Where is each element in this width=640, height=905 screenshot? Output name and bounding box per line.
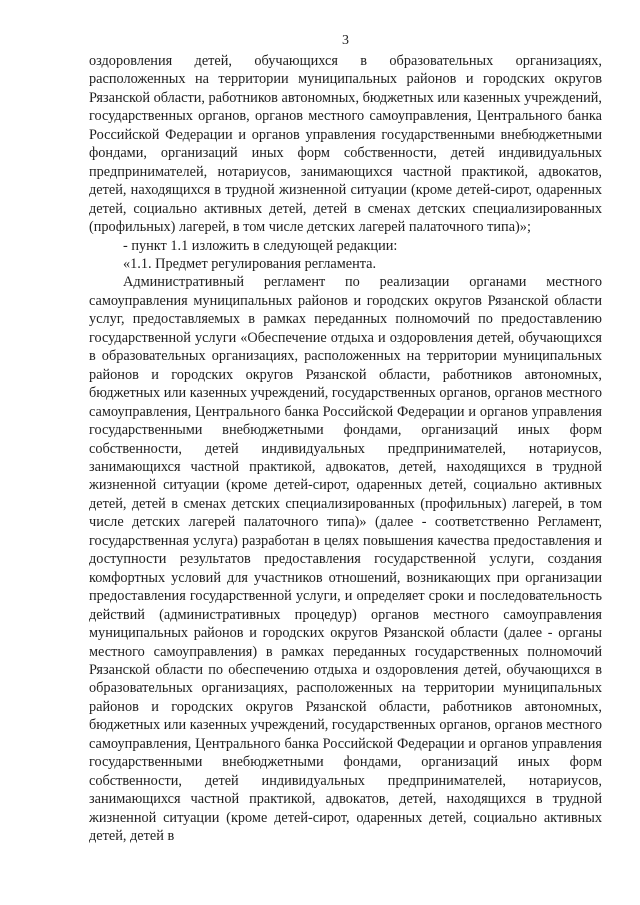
paragraph-section-heading: «1.1. Предмет регулирования регламента. <box>123 255 377 272</box>
paragraph-amendment-item: - пункт 1.1 изложить в следующей редакции: <box>123 237 398 254</box>
page-number: 3 <box>342 33 349 48</box>
paragraph-regulation-body: Административный регламент по реализации органами местного самоуправления муниципальных районов и городских округов Рязанской области услуг, предоставляемых в рамках переданных полномочий по предоставлению государственной услуги «Обеспечение отдыха и оздоровления детей, обучающихся в образовательных организациях, расположенных на территории муниципальных районов и городских округов Рязанской области, работников автономных, бюджетных или казенных учреждений, государственных органов, органов местного самоуправления, Центрального банка Российской Федерации и органов управления государственными внебюджетными фондами, организаций иных форм собственности, детей индивидуальных предпринимателей, нотариусов, занимающихся частной практикой, адвокатов, детей, находящихся в трудной жизненной ситуации (кроме детей-сирот, одаренных детей, социально активных детей, детей в сменах детских специализированных (профильных) лагерей, в том числе детских лагерей палаточного типа)» (далее - соответственно Регламент, государственная услуга) разработан в целях повышения качества предоставления и доступности результатов предоставления государственной услуги, создания комфортных условий для участников отношений, возникающих при организации предоставления государственной услуги, и определяет сроки и последовательность действий (административных процедур) органов местного самоуправления муниципальных районов и городских округов Рязанской области (далее - органы местного самоуправления) в рамках переданных государственных полномочий Рязанской области по обеспечению отдыха и оздоровления детей, обучающихся в образовательных организациях, расположенных на территории муниципальных районов и городских округов Рязанской области, работников автономных, бюджетных или казенных учреждений, государственных органов, органов местного самоуправления, Центрального банка Российской Федерации и органов управления государственными внебюджетными фондами, организаций иных форм собственности, детей индивидуальных предпринимателей, нотариусов, занимающихся частной практикой, адвокатов, детей, находящихся в трудной жизненной ситуации (кроме детей-сирот, одаренных детей, социально активных детей, детей в <box>89 274 602 845</box>
paragraph-continuation: оздоровления детей, обучающихся в образовательных организациях, расположенных на территории муниципальных районов и городских округов Рязанской области, работников автономных, бюджетных или казенных учреждений, государственных органов, органов местного самоуправления, Центрального банка Российской Федерации и органов управления государственными внебюджетными фондами, организаций иных форм собственности, детей индивидуальных предпринимателей, нотариусов, занимающихся частной практикой, адвокатов, детей, находящихся в трудной жизненной ситуации (кроме детей-сирот, одаренных детей, социально активных детей, детей в сменах детских специализированных (профильных) лагерей, в том числе детских лагерей палаточного типа)»; <box>89 53 602 236</box>
